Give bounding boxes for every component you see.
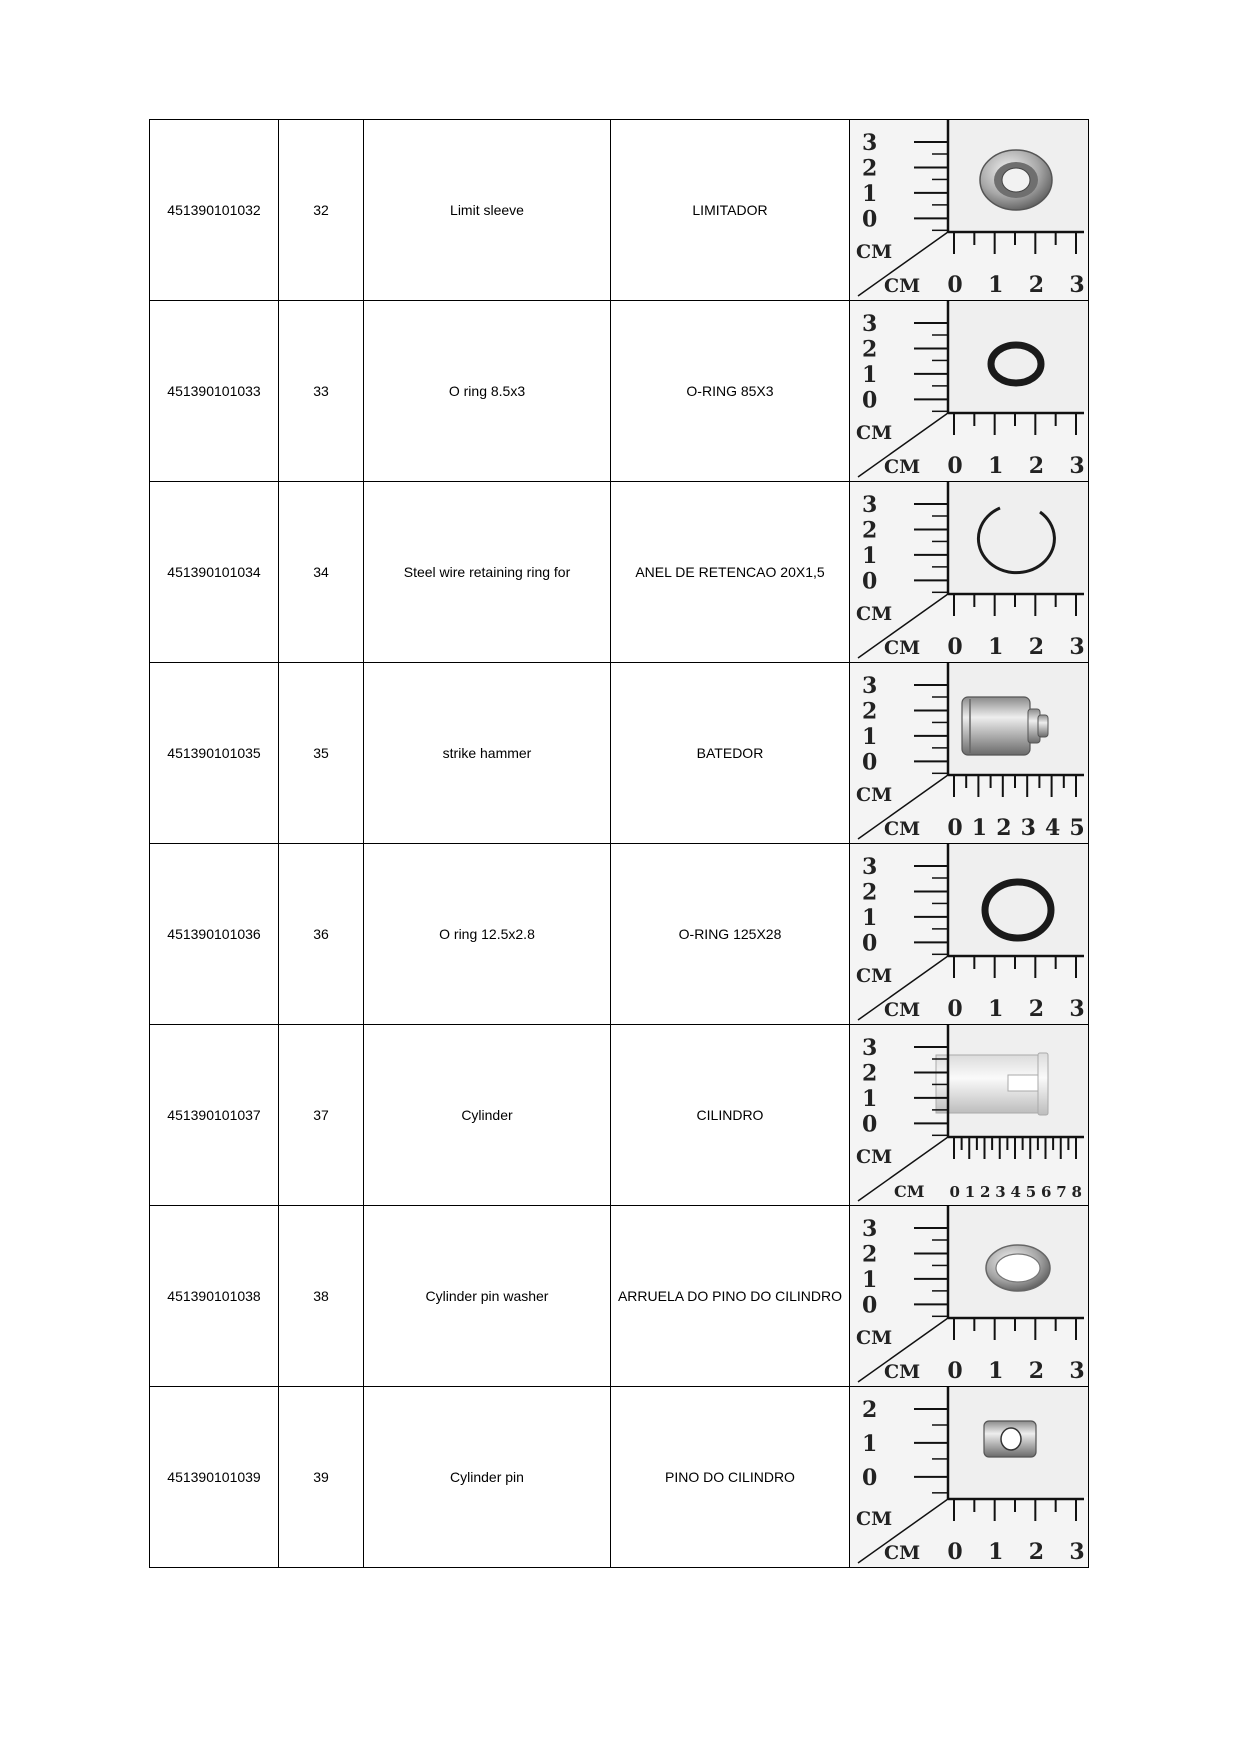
- scale-label-y: 1: [862, 361, 878, 388]
- english-name-cell: Cylinder pin washer: [364, 1206, 611, 1387]
- scale-label-y: 2: [862, 1241, 878, 1268]
- scale-label-x: 2: [996, 815, 1012, 841]
- scale-label-x: 0: [947, 272, 963, 298]
- unit-label-x: CM: [884, 637, 921, 659]
- scale-label-x: 3: [1069, 996, 1085, 1022]
- portuguese-name-cell: O-RING 85X3: [611, 301, 850, 482]
- scale-label-x: 2: [1028, 996, 1045, 1022]
- part-photo: [850, 844, 1088, 1024]
- scale-label-x: 3: [1069, 634, 1085, 660]
- part-photo-cell: [850, 1025, 1089, 1206]
- scale-label-x: 1: [964, 1183, 976, 1201]
- cylinder-pin-icon: [984, 1421, 1036, 1457]
- unit-label-x: CM: [884, 818, 921, 840]
- scale-ruler-photo: [850, 1206, 1088, 1386]
- scale-label-y: 0: [862, 568, 878, 595]
- table-row: [150, 663, 1089, 844]
- unit-label-x: CM: [894, 1182, 925, 1201]
- scale-label-y: 2: [862, 698, 878, 725]
- scale-label-y: 2: [862, 517, 878, 544]
- scale-label-x: 0: [949, 1183, 960, 1201]
- part-code-cell: 451390101032: [150, 120, 279, 301]
- item-number-cell: 35: [279, 663, 364, 844]
- scale-label-y: 3: [862, 311, 878, 337]
- scale-label-x: 3: [1069, 1358, 1085, 1384]
- part-code-cell: 451390101034: [150, 482, 279, 663]
- scale-ruler-photo: [850, 1025, 1088, 1205]
- scale-label-x: 1: [971, 815, 988, 841]
- part-photo: [850, 663, 1088, 843]
- english-name-cell: strike hammer: [364, 663, 611, 844]
- scale-label-y: 2: [862, 1397, 878, 1423]
- scale-label-y: 3: [862, 1216, 878, 1242]
- unit-label-y: CM: [856, 965, 893, 987]
- washer-icon: [986, 1245, 1050, 1291]
- english-name-cell: O ring 8.5x3: [364, 301, 611, 482]
- table-row: [150, 1206, 1089, 1387]
- english-name-cell: Cylinder pin: [364, 1387, 611, 1568]
- part-photo: [850, 482, 1088, 662]
- part-photo-cell: [850, 301, 1089, 482]
- portuguese-name-cell: ANEL DE RETENCAO 20X1,5: [611, 482, 850, 663]
- scale-label-x: 2: [980, 1183, 991, 1201]
- scale-ruler-photo: [850, 844, 1088, 1024]
- scale-label-x: 5: [1069, 815, 1085, 841]
- english-name-cell: Limit sleeve: [364, 120, 611, 301]
- item-number-cell: 33: [279, 301, 364, 482]
- scale-label-x: 0: [947, 1358, 963, 1384]
- scale-ruler-photo: [850, 482, 1088, 662]
- english-name-cell: Steel wire retaining ring for: [364, 482, 611, 663]
- scale-label-y: 1: [862, 1085, 878, 1112]
- scale-label-x: 1: [988, 634, 1004, 660]
- scale-ruler-photo: [850, 1387, 1088, 1567]
- unit-label-y: CM: [856, 603, 893, 625]
- portuguese-name-cell: PINO DO CILINDRO: [611, 1387, 850, 1568]
- scale-label-x: 3: [995, 1183, 1006, 1201]
- scale-label-y: 1: [862, 904, 878, 931]
- table-row: [150, 301, 1089, 482]
- scale-label-x: 0: [947, 634, 963, 660]
- scale-label-x: 3: [1069, 272, 1085, 298]
- scale-ruler-photo: [850, 120, 1088, 300]
- scale-label-y: 3: [862, 854, 878, 880]
- scale-label-x: 1: [988, 1358, 1004, 1384]
- table-row: [150, 844, 1089, 1025]
- part-code-cell: 451390101036: [150, 844, 279, 1025]
- scale-label-x: 2: [1028, 1358, 1045, 1384]
- unit-label-y: CM: [856, 422, 893, 444]
- scale-label-x: 1: [988, 1539, 1004, 1565]
- part-photo: [850, 1387, 1088, 1567]
- scale-label-x: 7: [1056, 1183, 1067, 1201]
- scale-label-y: 2: [862, 879, 878, 906]
- parts-table: [149, 119, 1089, 1568]
- scale-label-x: 6: [1041, 1183, 1052, 1201]
- scale-label-y: 0: [862, 1292, 878, 1319]
- portuguese-name-cell: O-RING 125X28: [611, 844, 850, 1025]
- scale-label-y: 1: [862, 542, 878, 569]
- parts-table-body: [150, 120, 1089, 1568]
- scale-label-y: 1: [862, 180, 878, 207]
- scale-label-x: 2: [1028, 1539, 1045, 1565]
- scale-ruler-photo: [850, 301, 1088, 481]
- scale-label-y: 0: [862, 1464, 878, 1491]
- scale-label-x: 4: [1045, 815, 1061, 841]
- unit-label-x: CM: [884, 1542, 921, 1564]
- item-number-cell: 37: [279, 1025, 364, 1206]
- part-photo-cell: [850, 1206, 1089, 1387]
- table-row: [150, 1387, 1089, 1568]
- part-photo-cell: [850, 482, 1089, 663]
- scale-label-y: 3: [862, 1035, 878, 1061]
- table-row: [150, 120, 1089, 301]
- cylinder-icon: [936, 1053, 1048, 1115]
- scale-label-x: 2: [1028, 272, 1045, 298]
- item-number-cell: 34: [279, 482, 364, 663]
- part-photo: [850, 1206, 1088, 1386]
- english-name-cell: O ring 12.5x2.8: [364, 844, 611, 1025]
- part-code-cell: 451390101037: [150, 1025, 279, 1206]
- part-photo: [850, 301, 1088, 481]
- unit-label-y: CM: [856, 1327, 893, 1349]
- unit-label-x: CM: [884, 456, 921, 478]
- scale-label-x: 3: [1069, 453, 1085, 479]
- scale-label-x: 0: [947, 815, 963, 841]
- scale-ruler-photo: [850, 663, 1088, 843]
- unit-label-x: CM: [884, 1361, 921, 1383]
- unit-label-y: CM: [856, 1146, 893, 1168]
- scale-label-y: 0: [862, 206, 878, 233]
- scale-label-y: 1: [862, 723, 878, 750]
- part-code-cell: 451390101039: [150, 1387, 279, 1568]
- scale-label-x: 2: [1028, 453, 1045, 479]
- scale-label-x: 5: [1025, 1183, 1037, 1201]
- scale-label-x: 0: [947, 453, 963, 479]
- scale-label-y: 3: [862, 673, 878, 699]
- scale-label-x: 3: [1069, 1539, 1085, 1565]
- scale-label-x: 0: [947, 996, 963, 1022]
- part-code-cell: 451390101035: [150, 663, 279, 844]
- english-name-cell: Cylinder: [364, 1025, 611, 1206]
- scale-label-x: 3: [1020, 815, 1036, 841]
- item-number-cell: 39: [279, 1387, 364, 1568]
- unit-label-y: CM: [856, 241, 893, 263]
- scale-label-y: 3: [862, 492, 878, 518]
- table-row: [150, 1025, 1089, 1206]
- scale-label-x: 1: [988, 453, 1004, 479]
- scale-label-y: 1: [862, 1430, 878, 1457]
- scale-label-y: 2: [862, 155, 878, 182]
- part-photo: [850, 120, 1088, 300]
- item-number-cell: 32: [279, 120, 364, 301]
- scale-label-y: 0: [862, 930, 878, 957]
- scale-label-y: 2: [862, 1060, 878, 1087]
- scale-label-x: 4: [1010, 1183, 1021, 1201]
- item-number-cell: 38: [279, 1206, 364, 1387]
- unit-label-y: CM: [856, 784, 893, 806]
- item-number-cell: 36: [279, 844, 364, 1025]
- scale-label-x: 0: [947, 1539, 963, 1565]
- scale-label-y: 3: [862, 130, 878, 156]
- scale-label-x: 2: [1028, 634, 1045, 660]
- unit-label-y: CM: [856, 1508, 893, 1530]
- scale-label-y: 0: [862, 387, 878, 414]
- scale-label-y: 0: [862, 749, 878, 776]
- scale-label-x: 1: [988, 272, 1004, 298]
- grommet-sleeve-icon: [980, 150, 1052, 210]
- part-code-cell: 451390101033: [150, 301, 279, 482]
- scale-label-y: 0: [862, 1111, 878, 1138]
- part-photo-cell: [850, 1387, 1089, 1568]
- table-row: [150, 482, 1089, 663]
- part-code-cell: 451390101038: [150, 1206, 279, 1387]
- unit-label-x: CM: [884, 275, 921, 297]
- portuguese-name-cell: ARRUELA DO PINO DO CILINDRO: [611, 1206, 850, 1387]
- portuguese-name-cell: BATEDOR: [611, 663, 850, 844]
- part-photo: [850, 1025, 1088, 1205]
- portuguese-name-cell: CILINDRO: [611, 1025, 850, 1206]
- part-photo-cell: [850, 120, 1089, 301]
- unit-label-x: CM: [884, 999, 921, 1021]
- scale-label-x: 8: [1071, 1183, 1082, 1201]
- part-photo-cell: [850, 844, 1089, 1025]
- scale-label-y: 2: [862, 336, 878, 363]
- scale-label-x: 1: [988, 996, 1004, 1022]
- portuguese-name-cell: LIMITADOR: [611, 120, 850, 301]
- scale-label-y: 1: [862, 1266, 878, 1293]
- part-photo-cell: [850, 663, 1089, 844]
